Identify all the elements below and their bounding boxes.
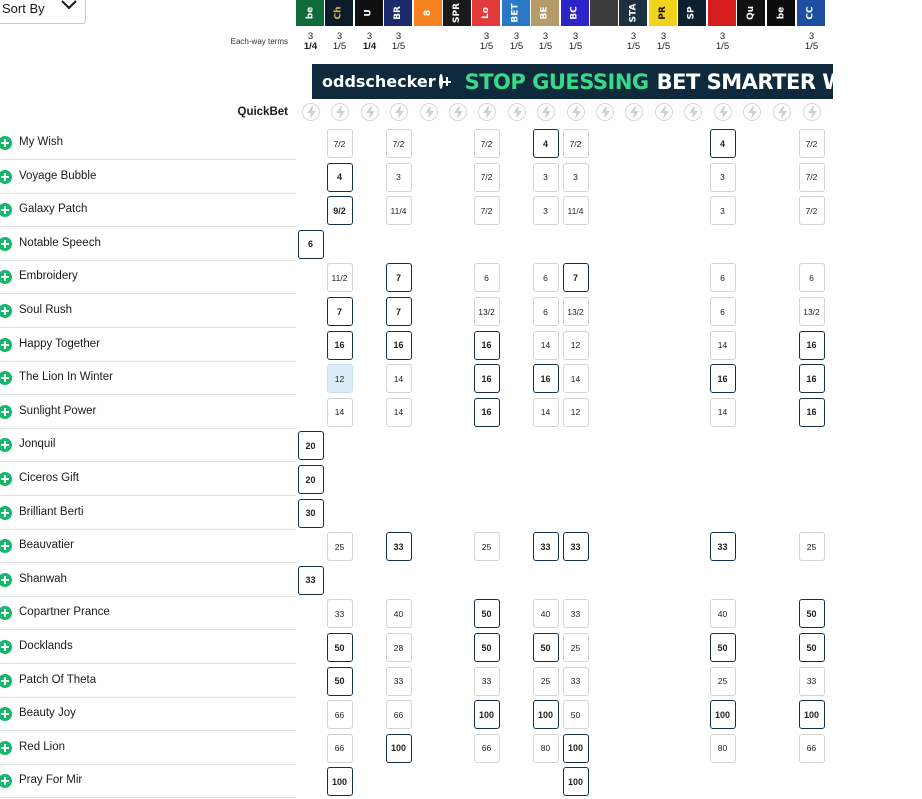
- odds-button[interactable]: 16: [386, 331, 412, 360]
- lightning-bolt-icon[interactable]: [655, 103, 673, 121]
- odds-button[interactable]: 6: [799, 263, 825, 292]
- runner-row: [0, 463, 833, 496]
- odds-button[interactable]: 50: [327, 667, 353, 696]
- each-way-term: [650, 32, 678, 52]
- odds-button[interactable]: 12: [327, 364, 353, 393]
- plus-circle-icon[interactable]: [0, 573, 12, 587]
- runner-row: [0, 530, 833, 563]
- lightning-bolt-icon[interactable]: [449, 103, 467, 121]
- odds-button[interactable]: 40: [533, 599, 559, 628]
- odds-button[interactable]: 14: [327, 398, 353, 427]
- odds-button[interactable]: 25: [710, 667, 736, 696]
- plus-circle-icon[interactable]: [0, 741, 12, 755]
- odds-button[interactable]: 7/2: [474, 196, 500, 225]
- runner-row: [0, 228, 833, 261]
- bookmaker-logo[interactable]: [355, 0, 383, 26]
- runner-row: [0, 497, 833, 530]
- plus-circle-icon[interactable]: [0, 674, 12, 688]
- each-way-places: 3: [719, 31, 726, 42]
- runner-row: [0, 396, 833, 429]
- runner-row: [0, 295, 833, 328]
- bookmaker-logo[interactable]: [767, 0, 795, 26]
- bookmaker-logo[interactable]: [561, 0, 589, 26]
- plus-circle-icon[interactable]: [0, 170, 12, 184]
- runner-name[interactable]: Patch Of Theta: [19, 673, 97, 686]
- odds-button[interactable]: 7: [386, 297, 412, 326]
- bookmaker-logo[interactable]: [443, 0, 471, 26]
- odds-button[interactable]: 16: [327, 331, 353, 360]
- odds-button[interactable]: 33: [563, 599, 589, 628]
- runner-row: [0, 329, 833, 362]
- lightning-bolt-icon[interactable]: [567, 103, 585, 121]
- sort-by-dropdown[interactable]: [0, 0, 86, 24]
- runner-row: [0, 261, 833, 294]
- bookmaker-logo[interactable]: [414, 0, 442, 26]
- odds-button[interactable]: 33: [386, 532, 412, 561]
- runner-name[interactable]: Sunlight Power: [19, 404, 97, 417]
- plus-circle-icon[interactable]: [0, 472, 12, 486]
- odds-button[interactable]: 7/2: [386, 129, 412, 158]
- odds-button[interactable]: 3: [710, 163, 736, 192]
- each-way-term: [798, 32, 826, 52]
- odds-button[interactable]: 16: [533, 364, 559, 393]
- each-way-term: [562, 32, 590, 52]
- odds-button[interactable]: 13/2: [474, 297, 500, 326]
- odds-button[interactable]: 100: [533, 700, 559, 729]
- odds-button[interactable]: 33: [563, 532, 589, 561]
- odds-button[interactable]: 14: [563, 364, 589, 393]
- odds-button[interactable]: 3: [533, 163, 559, 192]
- runner-row: [0, 429, 833, 462]
- odds-button[interactable]: 28: [386, 633, 412, 662]
- each-way-places: 3: [542, 31, 549, 42]
- bookmaker-logo[interactable]: [619, 0, 647, 26]
- runner-row: [0, 194, 833, 227]
- odds-button[interactable]: 4: [327, 163, 353, 192]
- odds-button[interactable]: 50: [799, 633, 825, 662]
- odds-button[interactable]: 40: [386, 599, 412, 628]
- each-way-places: 3: [483, 31, 490, 42]
- odds-button[interactable]: 80: [710, 734, 736, 763]
- odds-button[interactable]: 100: [327, 767, 353, 796]
- odds-button[interactable]: 12: [563, 398, 589, 427]
- odds-button[interactable]: 50: [327, 633, 353, 662]
- odds-button[interactable]: 33: [799, 667, 825, 696]
- odds-button[interactable]: 25: [327, 532, 353, 561]
- each-way-fraction: 1/5: [509, 41, 524, 52]
- promo-banner[interactable]: [312, 64, 922, 99]
- runner-name[interactable]: Red Lion: [19, 740, 66, 753]
- odds-button[interactable]: 100: [710, 700, 736, 729]
- each-way-places: 3: [513, 31, 520, 42]
- odds-button[interactable]: 50: [474, 599, 500, 628]
- each-way-terms-label: Each-way terms: [230, 37, 288, 46]
- bookmaker-logo[interactable]: [325, 0, 353, 26]
- runner-name[interactable]: Notable Speech: [19, 236, 101, 249]
- runner-row: [0, 127, 833, 160]
- odds-button[interactable]: 7/2: [799, 129, 825, 158]
- runner-row: [0, 665, 833, 698]
- bookmaker-logo-text: Lo: [480, 7, 491, 19]
- plus-circle-icon[interactable]: [0, 304, 12, 318]
- lightning-bolt-icon[interactable]: [302, 103, 320, 121]
- bookmaker-logo-text: BC: [570, 6, 580, 20]
- runner-name[interactable]: The Lion In Winter: [19, 371, 113, 384]
- odds-button[interactable]: 16: [474, 331, 500, 360]
- odds-button[interactable]: 50: [799, 599, 825, 628]
- each-way-fraction: 1/5: [656, 41, 671, 52]
- each-way-term: [356, 32, 384, 52]
- odds-button[interactable]: 14: [386, 398, 412, 427]
- odds-button[interactable]: 6: [710, 263, 736, 292]
- odds-button[interactable]: 40: [710, 599, 736, 628]
- quickbet-label: QuickBet: [237, 106, 288, 118]
- odds-button[interactable]: 25: [474, 532, 500, 561]
- bookmaker-logo-text: be: [304, 6, 315, 20]
- odds-button[interactable]: 6: [298, 230, 324, 259]
- bookmaker-logo-text: SP: [686, 6, 697, 20]
- odds-button[interactable]: 14: [710, 398, 736, 427]
- odds-button[interactable]: 33: [474, 667, 500, 696]
- odds-button[interactable]: 33: [710, 532, 736, 561]
- odds-button[interactable]: 7: [386, 263, 412, 292]
- each-way-fraction: 1/5: [332, 41, 347, 52]
- lightning-bolt-icon[interactable]: [773, 103, 791, 121]
- runner-name[interactable]: Beauty Joy: [19, 707, 76, 720]
- runner-row: [0, 362, 833, 395]
- each-way-term: [532, 32, 560, 52]
- odds-button[interactable]: 50: [533, 633, 559, 662]
- odds-button[interactable]: 25: [563, 633, 589, 662]
- odds-button[interactable]: 16: [799, 364, 825, 393]
- lightning-bolt-icon[interactable]: [625, 103, 643, 121]
- plus-circle-icon[interactable]: [0, 136, 12, 150]
- runner-row: [0, 698, 833, 731]
- odds-button[interactable]: 80: [533, 734, 559, 763]
- each-way-term: [297, 32, 325, 52]
- plus-circle-icon[interactable]: [0, 774, 12, 788]
- sort-by-label: Sort By: [2, 0, 45, 16]
- each-way-term: [709, 32, 737, 52]
- bookmaker-logo[interactable]: [384, 0, 412, 26]
- lightning-bolt-icon[interactable]: [390, 103, 408, 121]
- runner-row: [0, 631, 833, 664]
- odds-button[interactable]: 6: [710, 297, 736, 326]
- odds-button[interactable]: 33: [298, 566, 324, 595]
- odds-button[interactable]: 7/2: [799, 196, 825, 225]
- plus-circle-icon[interactable]: [0, 506, 12, 520]
- odds-button[interactable]: 7/2: [799, 163, 825, 192]
- runner-name[interactable]: Pray For Mir: [19, 774, 83, 787]
- odds-button[interactable]: 7/2: [474, 129, 500, 158]
- runner-name[interactable]: Jonquil: [19, 438, 56, 451]
- odds-button[interactable]: 12: [563, 331, 589, 360]
- plus-circle-icon[interactable]: [0, 237, 12, 251]
- odds-button[interactable]: 7/2: [327, 129, 353, 158]
- oddschecker-logo: oddschecker: [322, 72, 436, 91]
- odds-button[interactable]: 16: [474, 364, 500, 393]
- odds-button[interactable]: 25: [799, 532, 825, 561]
- lightning-bolt-icon[interactable]: [684, 103, 702, 121]
- runner-name[interactable]: Shanwah: [19, 572, 67, 585]
- odds-button[interactable]: 66: [327, 734, 353, 763]
- odds-button[interactable]: 3: [533, 196, 559, 225]
- odds-button[interactable]: 30: [298, 499, 324, 528]
- runner-row: [0, 564, 833, 597]
- runner-row: [0, 161, 833, 194]
- odds-button[interactable]: 50: [710, 633, 736, 662]
- banner-tagline: BET SMARTER WITH OC: [656, 69, 922, 94]
- each-way-fraction: 1/4: [303, 41, 318, 52]
- odds-button[interactable]: 11/4: [386, 196, 412, 225]
- lightning-bolt-icon[interactable]: [714, 103, 732, 121]
- bookmaker-logo[interactable]: [296, 0, 324, 26]
- bookmaker-logo-text: BET: [511, 3, 521, 23]
- odds-button[interactable]: 3: [710, 196, 736, 225]
- each-way-term: [473, 32, 501, 52]
- chevron-down-icon: [61, 0, 77, 10]
- runner-row: [0, 765, 833, 798]
- each-way-term: [326, 32, 354, 52]
- runner-name[interactable]: Soul Rush: [19, 304, 73, 316]
- lightning-bolt-icon[interactable]: [331, 103, 349, 121]
- odds-button[interactable]: 100: [799, 700, 825, 729]
- odds-button[interactable]: 14: [533, 331, 559, 360]
- bookmaker-strip: [0, 0, 833, 26]
- odds-button[interactable]: 50: [563, 700, 589, 729]
- runner-row: [0, 597, 833, 630]
- odds-button[interactable]: 7: [327, 297, 353, 326]
- each-way-places: 3: [660, 31, 667, 42]
- odds-button[interactable]: 16: [710, 364, 736, 393]
- lightning-bolt-icon[interactable]: [420, 103, 438, 121]
- lightning-bolt-icon[interactable]: [361, 103, 379, 121]
- each-way-places: 3: [630, 31, 637, 42]
- bookmaker-logo-text: U: [364, 9, 374, 17]
- odds-button[interactable]: 6: [533, 297, 559, 326]
- row-divider: [0, 797, 296, 798]
- odds-button[interactable]: 4: [710, 129, 736, 158]
- lightning-bolt-icon[interactable]: [508, 103, 526, 121]
- odds-button[interactable]: 4: [533, 129, 559, 158]
- each-way-fraction: 1/5: [804, 41, 819, 52]
- runner-row: [0, 732, 833, 765]
- odds-button[interactable]: 25: [533, 667, 559, 696]
- plus-circle-icon: [439, 74, 443, 89]
- each-way-fraction: 1/5: [391, 41, 406, 52]
- bookmaker-logo-text: BE: [539, 6, 550, 20]
- plus-circle-icon[interactable]: [0, 371, 12, 385]
- odds-button[interactable]: 66: [327, 700, 353, 729]
- bookmaker-logo[interactable]: [737, 0, 765, 26]
- each-way-fraction: 1/4: [362, 41, 377, 52]
- odds-button[interactable]: 13/2: [799, 297, 825, 326]
- odds-button[interactable]: 3: [563, 163, 589, 192]
- odds-button[interactable]: 33: [327, 599, 353, 628]
- odds-button[interactable]: 33: [563, 667, 589, 696]
- runner-name[interactable]: Voyage Bubble: [19, 169, 97, 182]
- bookmaker-logo-text: PR: [658, 6, 668, 20]
- each-way-fraction: 1/5: [626, 41, 641, 52]
- odds-button[interactable]: 3: [386, 163, 412, 192]
- odds-button[interactable]: 7/2: [563, 129, 589, 158]
- odds-button[interactable]: 9/2: [327, 196, 353, 225]
- bookmaker-logo-text: Ch: [333, 6, 344, 20]
- odds-button[interactable]: 100: [386, 734, 412, 763]
- each-way-places: 3: [808, 31, 815, 42]
- bookmaker-logo-text: SPR: [451, 2, 462, 24]
- runner-name[interactable]: Brilliant Berti: [19, 505, 84, 518]
- each-way-fraction: 1/5: [568, 41, 583, 52]
- odds-button[interactable]: 11/2: [327, 263, 353, 292]
- runner-name[interactable]: Beauvatier: [19, 539, 74, 552]
- plus-circle-icon[interactable]: [0, 539, 12, 553]
- lightning-bolt-icon[interactable]: [743, 103, 761, 121]
- bookmaker-logo[interactable]: [678, 0, 706, 26]
- odds-button[interactable]: 16: [799, 398, 825, 427]
- odds-button[interactable]: 66: [386, 700, 412, 729]
- banner-headline: STOP GUESSING: [464, 69, 649, 94]
- each-way-places: 3: [336, 31, 343, 42]
- bookmaker-logo-text: 8: [422, 9, 433, 17]
- plus-circle-icon[interactable]: [0, 338, 12, 352]
- odds-button[interactable]: 66: [799, 734, 825, 763]
- odds-button[interactable]: 6: [533, 263, 559, 292]
- odds-button[interactable]: 11/4: [563, 196, 589, 225]
- bookmaker-logo-text: BR: [392, 6, 403, 20]
- lightning-bolt-icon[interactable]: [803, 103, 821, 121]
- odds-button[interactable]: 6: [474, 263, 500, 292]
- lightning-bolt-icon[interactable]: [478, 103, 496, 121]
- odds-button[interactable]: 100: [563, 767, 589, 796]
- odds-button[interactable]: 100: [474, 700, 500, 729]
- bookmaker-logo[interactable]: [502, 0, 530, 26]
- runner-name[interactable]: My Wish: [19, 136, 64, 148]
- each-way-term: [503, 32, 531, 52]
- odds-button[interactable]: 16: [799, 331, 825, 360]
- odds-button[interactable]: 50: [474, 633, 500, 662]
- runner-name[interactable]: Ciceros Gift: [19, 472, 80, 484]
- each-way-places: 3: [572, 31, 579, 42]
- bookmaker-logo[interactable]: [531, 0, 559, 26]
- odds-button[interactable]: 16: [474, 398, 500, 427]
- runner-name[interactable]: Happy Together: [19, 337, 100, 350]
- bookmaker-logo[interactable]: [590, 0, 618, 26]
- odds-button[interactable]: 7: [563, 263, 589, 292]
- lightning-bolt-icon[interactable]: [537, 103, 555, 121]
- odds-button[interactable]: 7/2: [474, 163, 500, 192]
- plus-circle-icon[interactable]: [0, 270, 12, 284]
- runner-name[interactable]: Galaxy Patch: [19, 203, 88, 216]
- odds-button[interactable]: 14: [533, 398, 559, 427]
- bookmaker-logo-text: Qu: [746, 5, 756, 21]
- odds-button[interactable]: 33: [386, 667, 412, 696]
- odds-button[interactable]: 33: [533, 532, 559, 561]
- plus-circle-icon[interactable]: [0, 438, 12, 452]
- plus-circle-icon[interactable]: [0, 203, 12, 217]
- each-way-fraction: 1/5: [538, 41, 553, 52]
- each-way-fraction: 1/5: [479, 41, 494, 52]
- runner-name[interactable]: Copartner Prance: [19, 606, 110, 619]
- plus-circle-icon[interactable]: [0, 640, 12, 654]
- runner-name[interactable]: Embroidery: [19, 270, 78, 283]
- bookmaker-logo[interactable]: [472, 0, 500, 26]
- each-way-term: [385, 32, 413, 52]
- each-way-places: 3: [307, 31, 314, 42]
- bookmaker-logo-text: STA: [627, 3, 638, 23]
- odds-button[interactable]: 20: [298, 465, 324, 494]
- odds-button[interactable]: 14: [386, 364, 412, 393]
- bookmaker-logo[interactable]: [649, 0, 677, 26]
- each-way-places: 3: [395, 31, 402, 42]
- plus-circle-icon[interactable]: [0, 606, 12, 620]
- runner-name[interactable]: Docklands: [19, 640, 73, 652]
- plus-circle-icon[interactable]: [0, 405, 12, 419]
- odds-button[interactable]: 14: [710, 331, 736, 360]
- bookmaker-logo[interactable]: [797, 0, 825, 26]
- each-way-term: [620, 32, 648, 52]
- bookmaker-logo-text: be: [775, 6, 786, 20]
- bookmaker-logo[interactable]: [708, 0, 736, 26]
- odds-button[interactable]: 13/2: [563, 297, 589, 326]
- odds-button[interactable]: 20: [298, 431, 324, 460]
- lightning-bolt-icon[interactable]: [596, 103, 614, 121]
- each-way-places: 3: [366, 31, 373, 42]
- odds-button[interactable]: 100: [563, 734, 589, 763]
- each-way-fraction: 1/5: [715, 41, 730, 52]
- bookmaker-logo-text: CC: [806, 6, 816, 20]
- odds-button[interactable]: 66: [474, 734, 500, 763]
- plus-circle-icon[interactable]: [0, 707, 12, 721]
